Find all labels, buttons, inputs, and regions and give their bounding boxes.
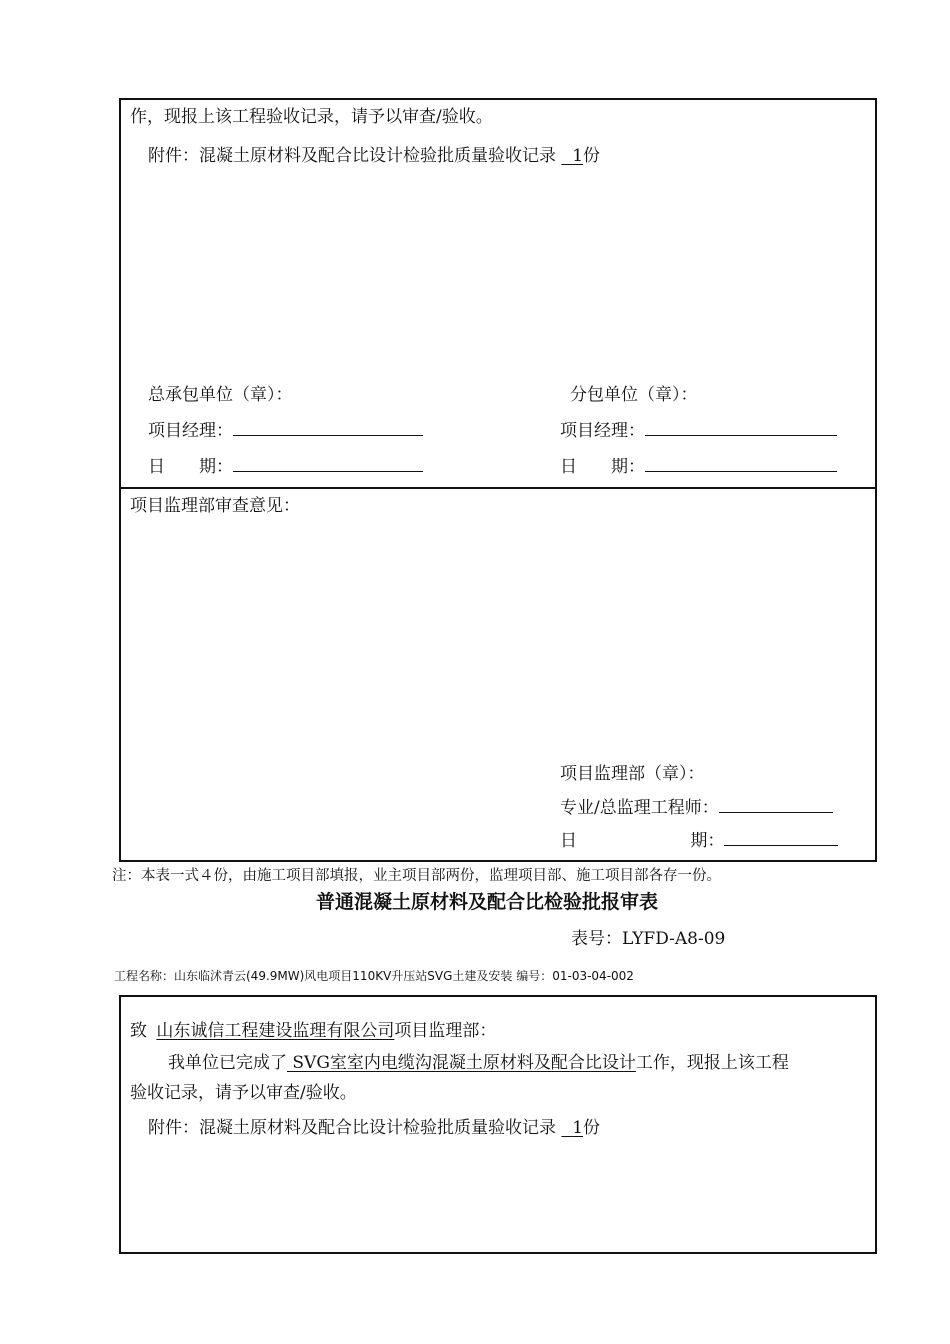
attachment-text: 附件：混凝土原材料及配合比设计检验批质量验收记录: [148, 1118, 556, 1138]
to-prefix: 致: [130, 1021, 147, 1041]
body-prefix: 我单位已完成了: [168, 1053, 287, 1073]
manager-signature-line: [645, 421, 837, 436]
body-suffix: 工作，现报上该工程: [635, 1053, 789, 1073]
attachment-unit: 份: [583, 146, 601, 166]
supervision-opinion-label: 项目监理部审查意见：: [130, 496, 300, 516]
engineer-row: [560, 793, 833, 818]
form-note: 注：本表一式４份，由施工项目部填报，业主项目部两份，监理项目部、施工项目部各存一份。: [112, 868, 721, 884]
body-line-2: 验收记录，请予以审查/验收。: [130, 1083, 357, 1103]
date-label-day: 日: [560, 831, 577, 851]
manager-label: 项目经理：: [148, 421, 233, 441]
form-table-1: [119, 98, 877, 862]
attachment-count: 1: [572, 146, 584, 166]
subcontractor-date-row: [560, 452, 837, 477]
recipient-line: [130, 1016, 496, 1041]
date-line: [233, 457, 423, 472]
contractor-seal-label: 总承包单位（章）：: [148, 385, 293, 405]
date-label: 日 期：: [148, 457, 233, 477]
contractor-date-row: [148, 452, 423, 477]
supervision-seal-label: 项目监理部（章）：: [560, 764, 705, 784]
subcontractor-manager-row: [560, 416, 837, 441]
recipient-suffix: 项目监理部：: [394, 1021, 497, 1041]
date-label: 日 期：: [560, 457, 645, 477]
attachment-unit: 份: [583, 1118, 601, 1138]
manager-label: 项目经理：: [560, 421, 645, 441]
table-divider: [121, 487, 875, 489]
attachment-text: 附件：混凝土原材料及配合比设计检验批质量验收记录: [148, 146, 556, 166]
engineer-label: 专业/总监理工程师：: [560, 798, 719, 818]
recipient-company: 山东诚信工程建设监理有限公司: [156, 1021, 395, 1041]
form-number: 表号：LYFD-A8-09: [571, 929, 726, 949]
body-line-1: [168, 1048, 789, 1073]
manager-signature-line: [233, 421, 423, 436]
attachment-line-2: [148, 1113, 600, 1138]
engineer-signature-line: [719, 798, 833, 813]
date-line: [724, 831, 838, 846]
attachment-line: [148, 141, 600, 166]
subcontractor-seal-label: 分包单位（章）：: [570, 385, 698, 405]
completed-work: SVG室室内电缆沟混凝土原材料及配合比设计: [287, 1053, 636, 1073]
supervision-date-row: [560, 826, 838, 851]
date-line: [645, 457, 837, 472]
contractor-manager-row: [148, 416, 423, 441]
attachment-count: 1: [572, 1118, 584, 1138]
date-label-period: 期：: [690, 831, 725, 851]
form-title: 普通混凝土原材料及配合比检验批报审表: [316, 891, 659, 913]
project-info: 工程名称：山东临沭青云(49.9MW)风电项目110KV升压站SVG土建及安装 编号：01-03-04-002: [114, 969, 634, 983]
continued-text: 作，现报上该工程验收记录，请予以审查/验收。: [130, 107, 493, 127]
